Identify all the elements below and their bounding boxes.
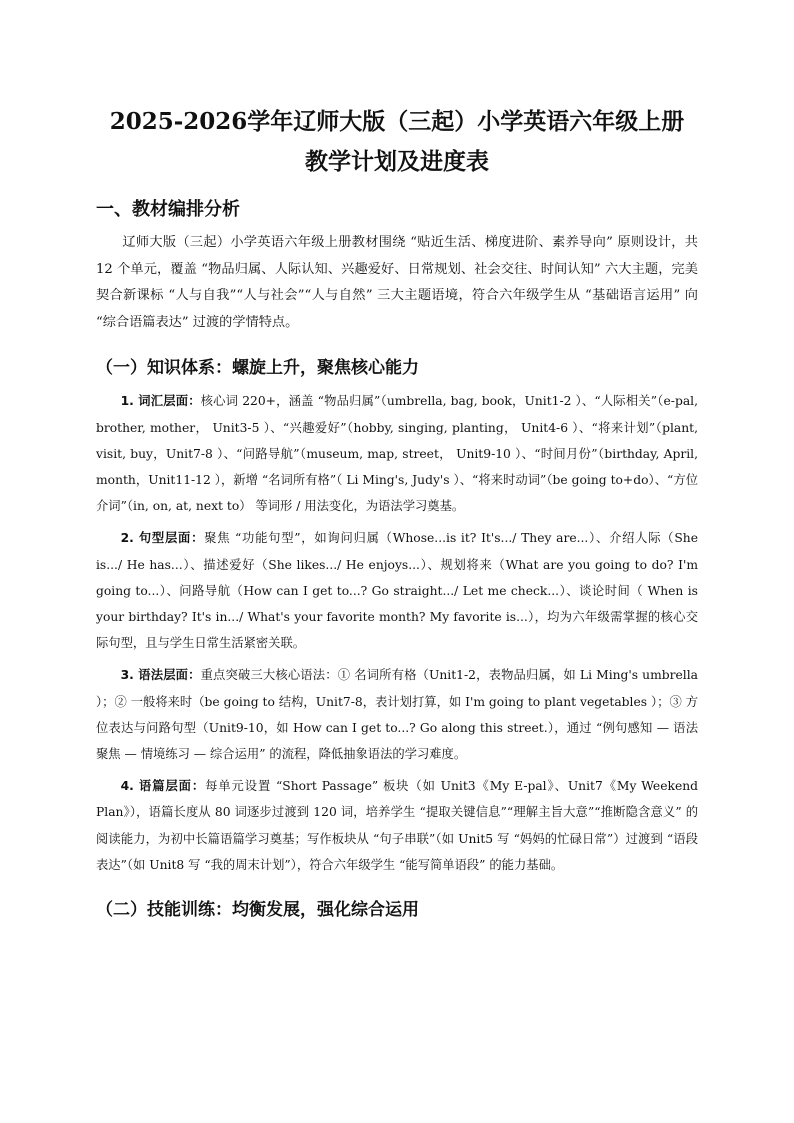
paragraph-lead-sentence-patterns: 2. 句型层面：	[120, 531, 205, 546]
paragraph-text-grammar: 重点突破三大核心语法：① 名词所有格（Unit1-2，表物品归属，如 Li Ming's umbrella ）；② 一般将来时（be going to 结构，Unit7-8，表计划打算，如 I'm going to plant vegetables ）；③ 方位表达与问路句型（Unit9-10，如 How can I get to...? Go along this street.），通过 “例句感知 — 语法聚焦 — 情境练习 — 综合运用” 的流程，降低抽象语法的学习难度。	[96, 668, 698, 762]
document-title-line2: 教学计划及进度表	[305, 148, 489, 175]
section-heading-textbook-analysis: 一、教材编排分析	[96, 199, 240, 220]
subsection-heading-knowledge-system: （一）知识体系：螺旋上升，聚焦核心能力	[96, 358, 419, 379]
paragraph-discourse	[96, 773, 698, 878]
section-intro-paragraph: 辽师大版（三起）小学英语六年级上册教材围绕 “贴近生活、梯度进阶、素养导向” 原则设计，共 12 个单元，覆盖 “物品归属、人际认知、兴趣爱好、日常规划、社会交往、时间认知” 六大主题，完美契合新课标 “人与自我”“人与社会”“人与自然” 三大主题语境，符合六年级学生从 “基础语言运用” 向 “综合语篇表达” 过渡的学情特点。	[96, 235, 698, 330]
document-title-line1: 2025-2026学年辽师大版（三起）小学英语六年级上册	[109, 108, 685, 135]
paragraph-vocabulary	[96, 388, 698, 519]
subsection-heading-skills-training: （二）技能训练：均衡发展，强化综合运用	[96, 900, 419, 921]
paragraph-sentence-patterns	[96, 525, 698, 656]
paragraph-text-sentence-patterns: 聚焦 “功能句型”，如询问归属（Whose...is it? It's.../ They are...）、介绍人际（She is.../ He has...）、描述爱好（She likes.../ He enjoys...）、规划将来（What are you going to do? I'm going to...）、问路导航（How can I get to...? Go straight.../ Let me check...）、谈论时间（ When is your birthday? It's in.../ What's your favorite month? My favorite is...），均为六年级需掌握的核心交际句型，且与学生日常生活紧密关联。	[96, 531, 698, 651]
paragraph-lead-discourse: 4. 语篇层面：	[120, 779, 206, 794]
paragraph-text-discourse: 每单元设置 “Short Passage” 板块（如 Unit3《My E-pal》、Unit7《My Weekend Plan》），语篇长度从 80 词逐步过渡到 120 词，培养学生 “提取关键信息”“理解主旨大意”“推断隐含意义” 的阅读能力，为初中长篇语篇学习奠基；写作板块从 “句子串联”（如 Unit5 写 “妈妈的忙碌日常”）过渡到 “语段表达”（如 Unit8 写 “我的周末计划”），符合六年级学生 “能写简单语段” 的能力基础。	[96, 779, 699, 872]
paragraph-lead-grammar: 3. 语法层面：	[120, 668, 201, 683]
paragraph-text-vocabulary: 核心词 220+，涵盖 “物品归属”（umbrella, bag, book，Unit1-2 ）、“人际相关”（e-pal, brother, mother， Unit3-5 ）、“兴趣爱好”（hobby, singing, planting， Unit4-6 ）、“将来计划”（plant, visit, buy，Unit7-8 ）、“问路导航”（museum, map, street， Unit9-10 ）、“时间月份”（birthday, April, month，Unit11-12 ），新增 “名词所有格”（ Li Ming's, Judy's ）、“将来时动词”（be going to+do）、“方位介词”（in, on, at, next to） 等词形 / 用法变化，为语法学习奠基。	[96, 394, 698, 514]
paragraph-lead-vocabulary: 1. 词汇层面：	[120, 394, 201, 409]
paragraph-grammar	[96, 662, 698, 767]
